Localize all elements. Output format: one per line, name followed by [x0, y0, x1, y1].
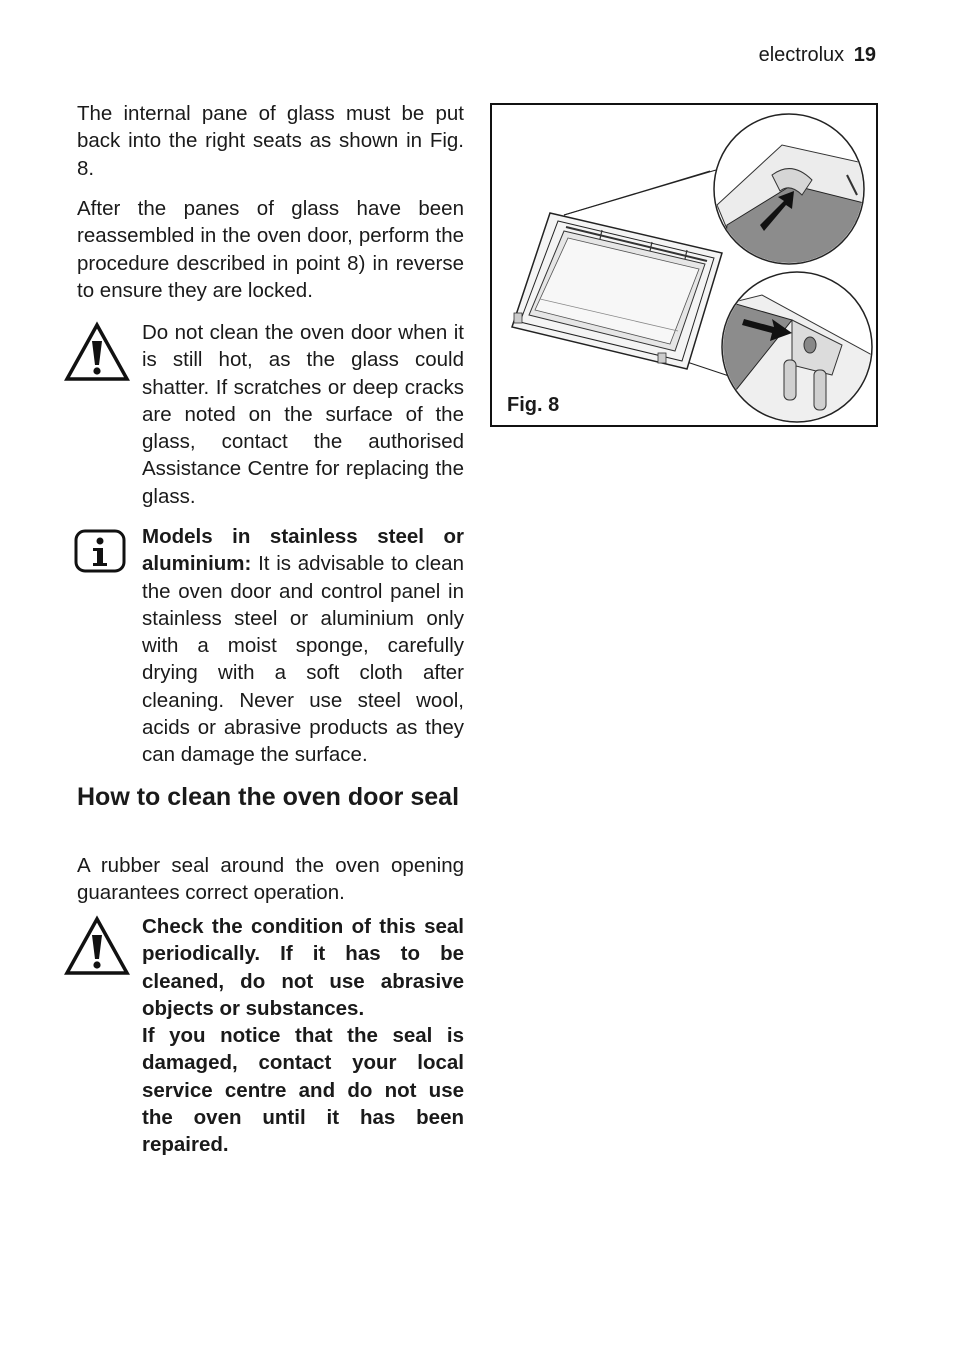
paragraph-rubber-seal: A rubber seal around the oven opening guarantees correct operation.: [77, 854, 464, 905]
info-icon: [73, 523, 127, 577]
warning-icon: [63, 319, 131, 383]
paragraph-reassembled: After the panes of glass have been reassembled in the oven door, perform the procedure described in point 8) in reverse to ensure they are locked.: [77, 197, 464, 302]
figure-8: [490, 103, 878, 427]
paragraph-internal-pane: The internal pane of glass must be put back into the right seats as shown in Fig. 8.: [77, 102, 464, 180]
warning-seal-text: [142, 913, 464, 1159]
warning-seal-line1: Check the condition of this seal periodically. If it has to be cleaned, do not use abrasive objects or substances.: [142, 915, 464, 1020]
page-number: 19: [853, 44, 876, 66]
warning-icon: [63, 913, 131, 977]
info-bold-lead: Models in stainless steel or aluminium:: [142, 525, 464, 576]
warning-seal-line2: If you notice that the seal is damaged, contact your local service centre and do not use the oven until it has been repaired.: [142, 1024, 464, 1157]
warning-hot-door-text: Do not clean the oven door when it is still hot, as the glass could shatter. If scratches or deep cracks are noted on the surface of the glass, contact the authorised Assistance Centre for replacing the glass.: [142, 321, 464, 508]
figure-label: Fig. 8: [507, 394, 560, 416]
section-heading: How to clean the oven door seal: [77, 783, 460, 811]
page-header: [759, 44, 876, 67]
oven-door-illustration: [492, 105, 876, 425]
info-stainless-text: [142, 523, 464, 769]
brand-name: electrolux: [758, 44, 845, 66]
info-body: It is advisable to clean the oven door and control panel in stainless steel or aluminium only with a moist sponge, carefully drying with a soft cloth after cleaning. Never use steel wool, acids or abrasive products as they can damage the surface.: [142, 552, 464, 767]
